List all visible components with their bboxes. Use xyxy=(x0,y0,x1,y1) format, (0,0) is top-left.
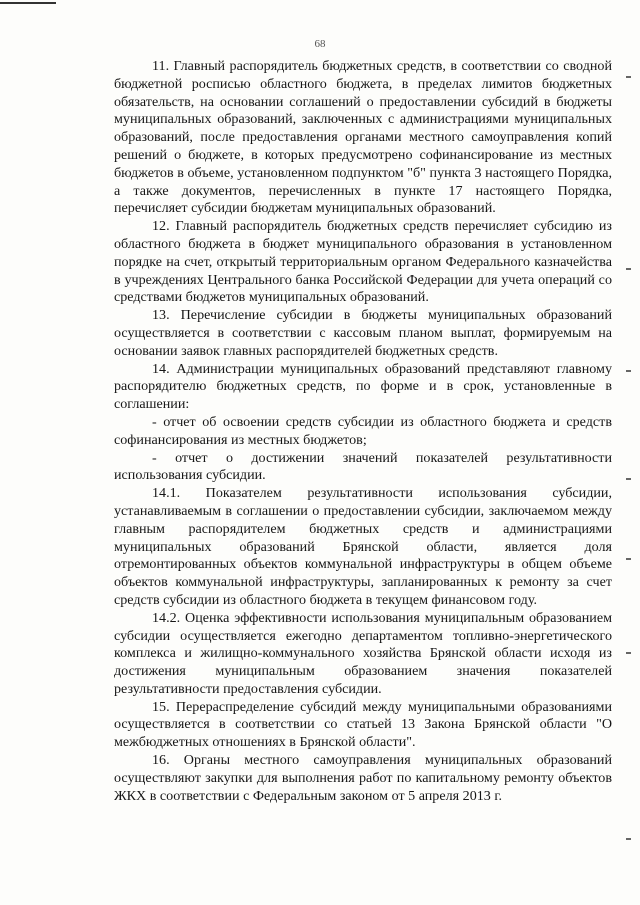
bullet-report-funds: - отчет об освоении средств субсидии из областного бюджета и средств софинансирования из местных бюджетов; xyxy=(114,413,612,448)
paragraph-11: 11. Главный распорядитель бюджетных средств, в соответствии со сводной бюджетной росписью областного бюджета, в пределах лимитов бюджетных обязательств, на основании соглашений о предоставлении субсидий в бюджеты муниципальных образований, заключенных с администрациями муниципальных образований, после предоставления органами местного самоуправления копий решений о бюджете, в которых предусмотрено софинансирование из местных бюджетов в объеме, установленном подпунктом "б" пункта 3 настоящего Порядка, а также документов, перечисленных в пункте 17 настоящего Порядка, перечисляет субсидии бюджетам муниципальных образований. xyxy=(114,58,612,217)
margin-mark xyxy=(626,268,631,270)
margin-mark xyxy=(626,76,631,78)
paragraph-15: 15. Перераспределение субсидий между муниципальными образованиями осуществляется в соответствии со статьей 13 Закона Брянской области "О межбюджетных отношениях в Брянской области". xyxy=(114,698,612,751)
paragraph-14-2: 14.2. Оценка эффективности использования муниципальным образованием субсидии осуществляется ежегодно департаментом топливно-энергетического комплекса и жилищно-коммунального хозяйства Брянской области исходя из достижения муниципальным образованием значения показателей результативности предоставления субсидии. xyxy=(114,609,612,697)
bullet-report-indicators: - отчет о достижении значений показателей результативности использования субсидии. xyxy=(114,449,612,484)
top-rule xyxy=(0,2,56,4)
paragraph-12: 12. Главный распорядитель бюджетных средств перечисляет субсидию из областного бюджета в бюджет муниципального образования в установленном порядке на счет, открытый территориальным органом Федерального казначейства в учреждениях Центрального банка Российской Федерации для учета операций со средствами бюджетов муниципальных образований. xyxy=(114,218,612,306)
paragraph-14: 14. Администрации муниципальных образований представляют главному распорядителю бюджетных средств, по форме и в срок, установленные в соглашении: xyxy=(114,360,612,413)
margin-mark xyxy=(626,838,631,840)
paragraph-14-1: 14.1. Показателем результативности использования субсидии, устанавливаемым в соглашении о предоставлении субсидии, заключаемом между главным распорядителем бюджетных средств и администрациями муниципальных образований Брянской области, является доля отремонтированных объектов коммунальной инфраструктуры в общем объеме объектов коммунальной инфраструктуры, запланированных к ремонту за счет средств субсидии из областного бюджета в текущем финансовом году. xyxy=(114,485,612,608)
paragraph-13: 13. Перечисление субсидии в бюджеты муниципальных образований осуществляется в соответствии с кассовым планом выплат, формируемым на основании заявок главных распорядителей бюджетных средств. xyxy=(114,307,612,359)
margin-mark xyxy=(626,558,631,560)
margin-mark xyxy=(626,370,631,372)
margin-mark xyxy=(626,652,631,654)
paragraph-16: 16. Органы местного самоуправления муниципальных образований осуществляют закупки для выполнения работ по капитальному ремонту объектов ЖКХ в соответствии с Федеральным законом от 5 апреля 2013 г. xyxy=(114,752,612,804)
document-body xyxy=(114,58,612,805)
margin-mark xyxy=(626,478,631,480)
page-number: 68 xyxy=(314,38,326,50)
